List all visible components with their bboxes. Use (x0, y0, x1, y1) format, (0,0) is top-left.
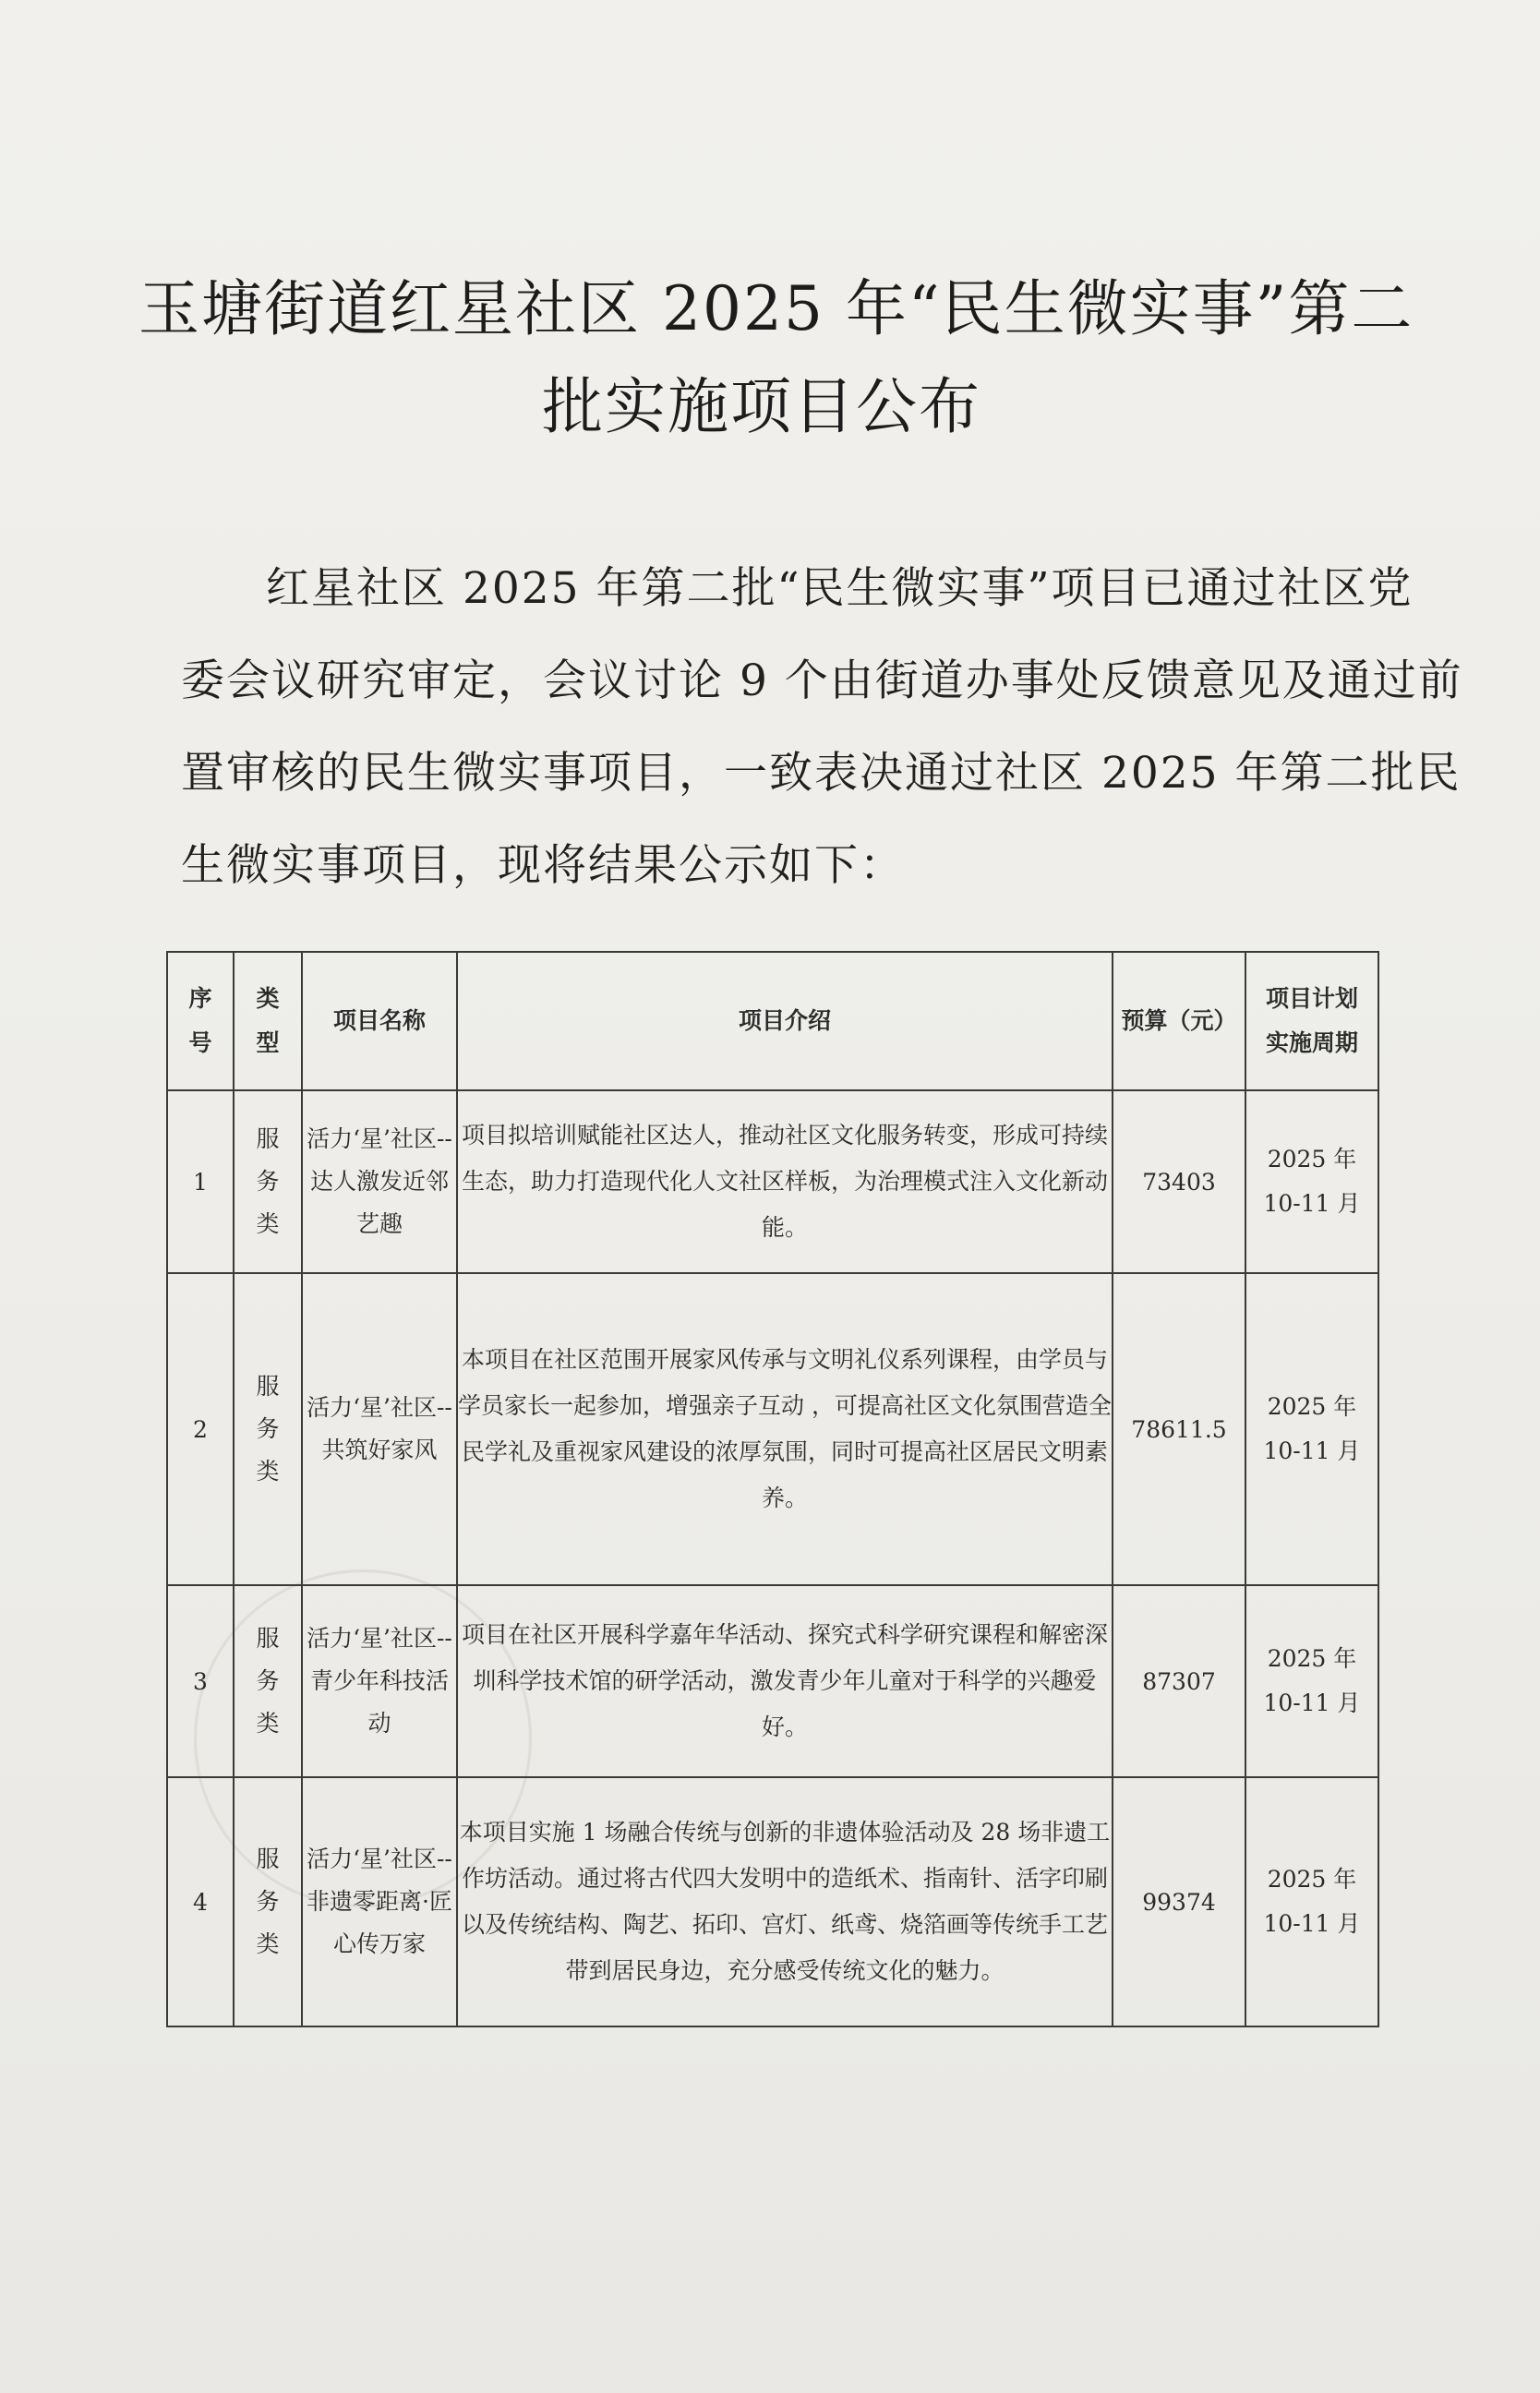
row-intro: 本项目实施 1 场融合传统与创新的非遗体验活动及 28 场非遗工作坊活动。通过将古代四大发明中的造纸术、指南针、活字印刷以及传统结构、陶艺、拓印、宫灯、纸鸢、烧箔画等传统手工艺带到居民身边，充分感受传统文化的魅力。 (457, 1777, 1113, 2026)
table-row (167, 1585, 1378, 1777)
row-type: 服务类 (234, 1585, 302, 1777)
table-row (167, 1090, 1378, 1273)
row-budget: 78611.5 (1113, 1273, 1245, 1585)
row-no: 1 (167, 1090, 234, 1273)
header-name: 项目名称 (302, 952, 457, 1090)
header-no: 序号 (167, 952, 234, 1090)
intro-line-2: 委会议研究审定，会议讨论 9 个由街道办事处反馈意见及通过前 (181, 655, 1463, 706)
row-name: 活力‘星’社区--青少年科技活动 (302, 1585, 457, 1777)
intro-line-3: 置审核的民生微实事项目，一致表决通过社区 2025 年第二批民 (181, 748, 1462, 799)
row-type: 服务类 (234, 1273, 302, 1585)
intro-line-4: 生微实事项目，现将结果公示如下： (181, 840, 905, 891)
row-intro: 项目在社区开展科学嘉年华活动、探究式科学研究课程和解密深圳科学技术馆的研学活动，激发青少年儿童对于科学的兴趣爱好。 (457, 1585, 1113, 1777)
row-name: 活力‘星’社区--共筑好家风 (302, 1273, 457, 1585)
row-intro: 本项目在社区范围开展家风传承与文明礼仪系列课程，由学员与学员家长一起参加，增强亲子互动 ，可提高社区文化氛围营造全民学礼及重视家风建设的浓厚氛围，同时可提高社区居民文明素养。 (457, 1273, 1113, 1585)
table-header-row (167, 952, 1378, 1090)
row-intro: 项目拟培训赋能社区达人，推动社区文化服务转变，形成可持续生态，助力打造现代化人文社区样板，为治理模式注入文化新动能。 (457, 1090, 1113, 1273)
document-title (138, 260, 1414, 456)
row-budget: 87307 (1113, 1585, 1245, 1777)
title-line-2: 批实施项目公布 (542, 371, 981, 442)
row-period: 2025 年 10-11 月 (1245, 1777, 1378, 2026)
table-row (167, 1273, 1378, 1585)
intro-line-1: 红星社区 2025 年第二批“民生微实事”项目已通过社区党 (266, 563, 1414, 614)
header-type: 类型 (234, 952, 302, 1090)
header-intro: 项目介绍 (457, 952, 1113, 1090)
intro-paragraph (181, 543, 1463, 912)
row-no: 4 (167, 1777, 234, 2026)
row-period: 2025 年 10-11 月 (1245, 1585, 1378, 1777)
row-period: 2025 年 10-11 月 (1245, 1273, 1378, 1585)
header-budget: 预算（元） (1113, 952, 1245, 1090)
row-period: 2025 年 10-11 月 (1245, 1090, 1378, 1273)
row-name: 活力‘星’社区--达人激发近邻艺趣 (302, 1090, 457, 1273)
row-type: 服务类 (234, 1777, 302, 2026)
row-no: 2 (167, 1273, 234, 1585)
projects-table (166, 951, 1379, 2027)
title-line-1: 玉塘街道红星社区 2025 年“民生微实事”第二 (138, 273, 1414, 344)
row-budget: 99374 (1113, 1777, 1245, 2026)
row-name: 活力‘星’社区--非遗零距离·匠心传万家 (302, 1777, 457, 2026)
table-row (167, 1777, 1378, 2026)
row-budget: 73403 (1113, 1090, 1245, 1273)
row-type: 服务类 (234, 1090, 302, 1273)
header-period: 项目计划实施周期 (1245, 952, 1378, 1090)
row-no: 3 (167, 1585, 234, 1777)
